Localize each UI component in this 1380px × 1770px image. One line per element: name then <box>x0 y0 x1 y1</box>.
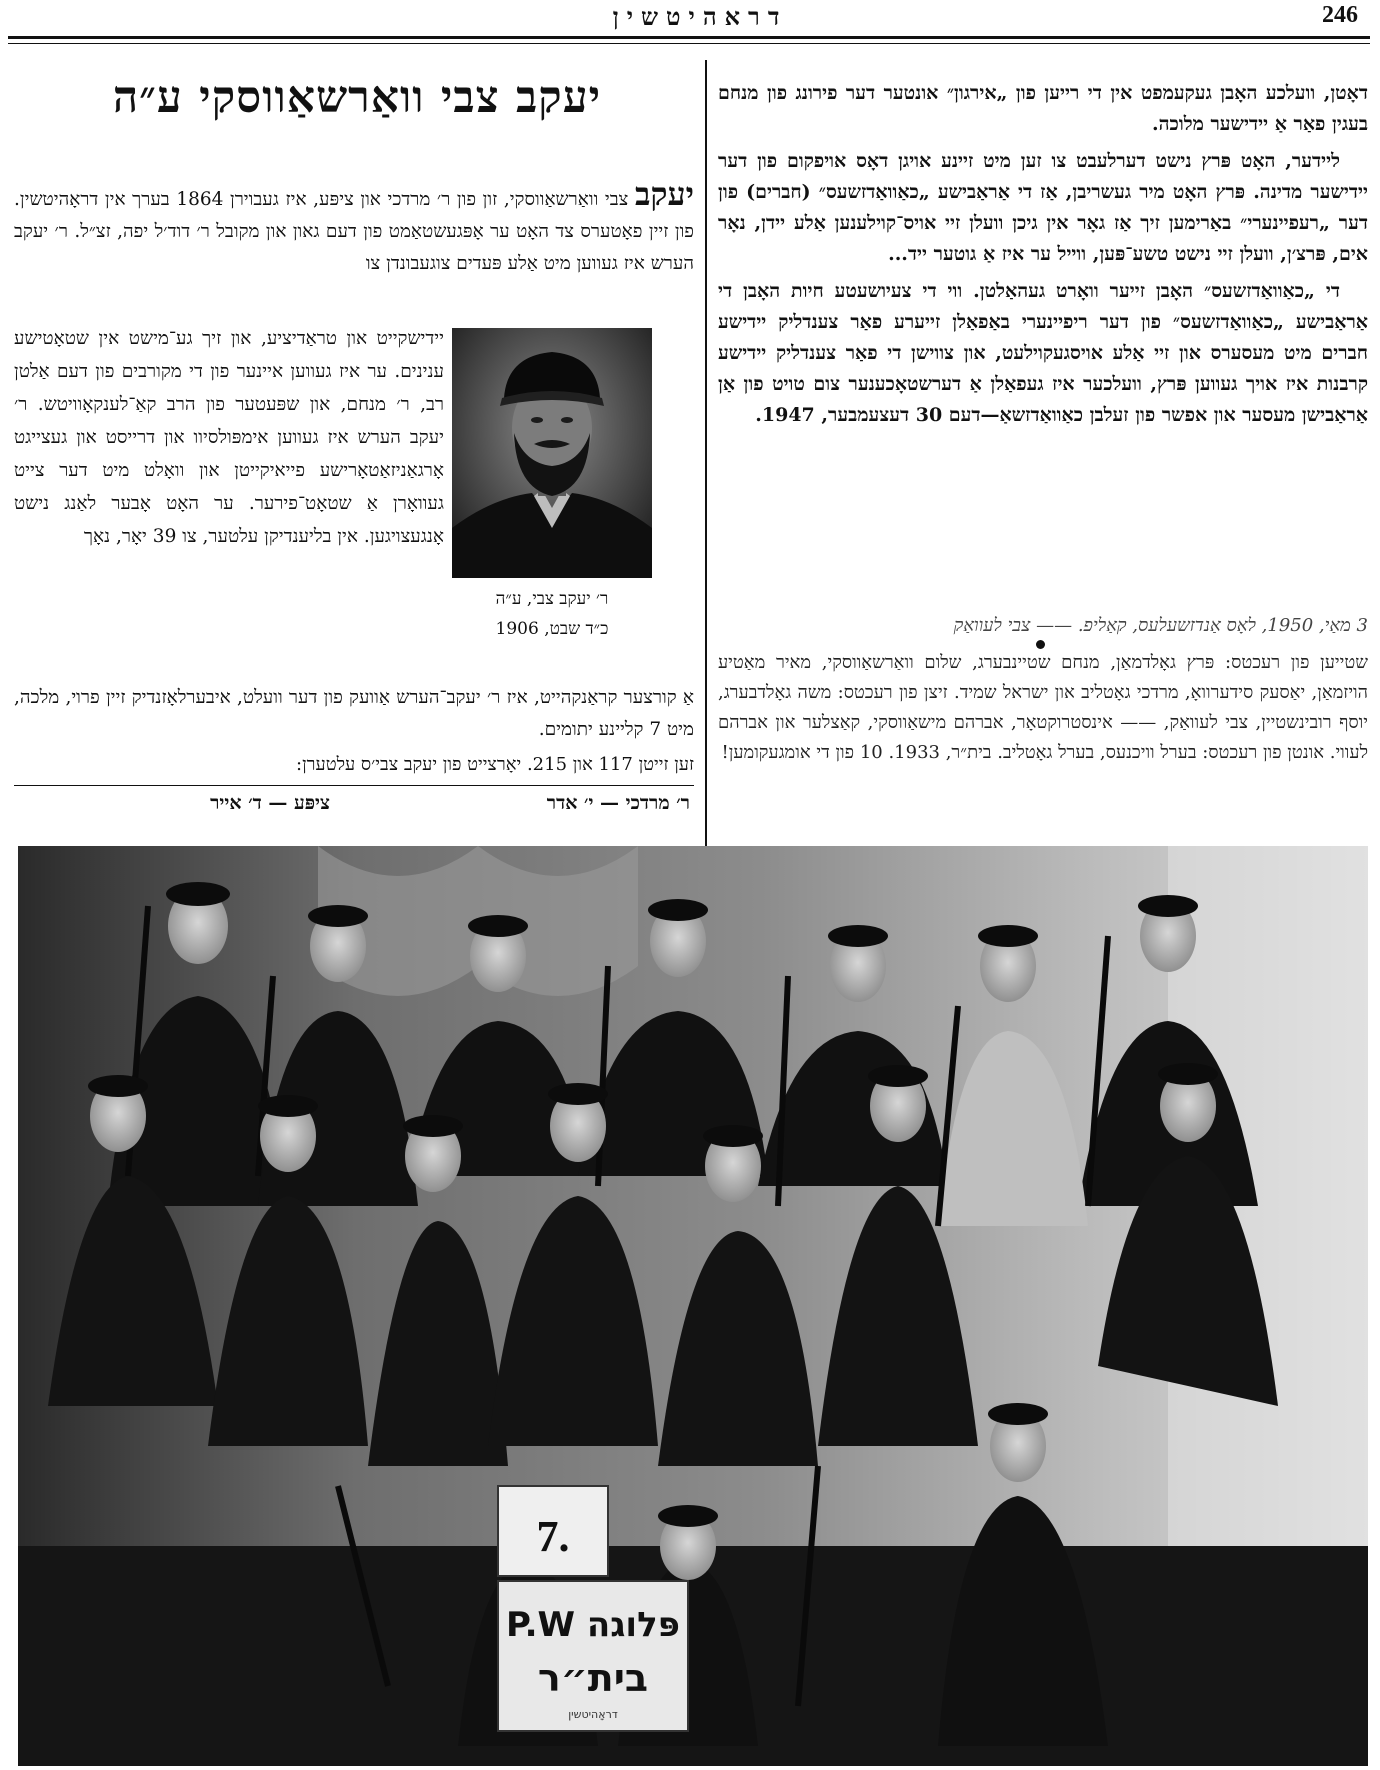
lead-word: יעקב <box>634 175 694 213</box>
biography-top <box>14 175 694 280</box>
portrait-caption-name: ר׳ יעקב צבי, ע״ה <box>495 589 609 609</box>
running-head <box>0 0 1380 50</box>
article-title: יעקב צבי וואַרשאַווסקי ע״ה <box>112 72 602 123</box>
header-rule <box>8 36 1370 39</box>
portrait-caption-date: כ״ד שבט, 1906 <box>495 619 609 639</box>
header-rule-thin <box>8 43 1370 44</box>
paragraph: ליידער, האָט פּרץ נישט דערלעבט צו זען מיט זיינע אויגן דאָס אויפקום פון דער יידישער מדינה. פּרץ האָט מיר געשריבן, אַז די אַראַבישע „כאַוואַדזשעס״ (חברים) פון דער „רעפיינערי״ באַרימען זיך אַז גאָר אין גיכן וועלן זיי אויס־קוילענען אַלע יידן, נאָר אים, פּרצ׳ן, וועלן זיי נישט טשע־פּען, ווייל ער איז אַ גוטער ייד... <box>718 150 1368 265</box>
column-divider <box>705 60 707 850</box>
group-photo-caption: שטייען פון רעכטס: פּרץ גאָלדמאַן, מנחם שטיינבערג, שלום וואַרשאַווסקי, מאיר מאַטיע הויזמאַן, יאַסעק סידערוואָ, מרדכי גאָטליב און ישראל שמיד. זיצן פון רעכטס: משה גאָלדבערג, יוסף רובינשטיין, צבי לעוואַק, —— אינסטרוקטאָר, אברהם מישאַווסקי, קאַצלער און אברהם לעווי. אונטן פון רעכטס: בערל וויכנעס, בערל גאָטליב. בית״ר, 1933. 10 פון די אומגעקומען! <box>718 652 1368 763</box>
sign-line1: פּלוגה P.W <box>505 1605 681 1645</box>
page-number: 246 <box>1322 2 1358 28</box>
father-yahrzeit: ר׳ מרדכי — י׳ אדר <box>546 792 690 814</box>
biography-text: צבי וואַרשאַווסקי, זון פון ר׳ מרדכי און ציפּע, איז געבוירן 1864 בערך אין דראָהיטשין. פון זיין פאָטערס צד האָט ער אָפּגעשטאַמט פון דעם גאון און מקובל ר׳ דוד׳ל יפה, זצ״ל. ר׳ יעקב הערש איז געווען מיט אַלע פּעדים צוגעבונדן צו <box>14 189 694 274</box>
yahrzeit-rule <box>14 785 694 786</box>
author-credit: 3 מאַי, 1950, לאָס אַנדזשעלעס, קאַליפ. —— צבי לעוואַק <box>953 615 1368 636</box>
portrait-photo <box>452 328 652 578</box>
group-photo <box>18 846 1368 1766</box>
yahrzeit-note: זען זייטן 117 און 215. יאָרצייט פון יעקב צבי׳ס עלטערן: <box>296 754 694 775</box>
sign-line2: בית״ר <box>537 1656 649 1700</box>
portrait-caption <box>452 584 652 644</box>
right-column <box>718 78 1368 437</box>
biography-bottom: אַ קורצער קראַנקהייט, איז ר׳ יעקב־הערש אַוועק פון דער וועלט, איבערלאָזנדיק זיין פרוי, מלכה, מיט 7 קליינע יתומים. <box>14 687 694 740</box>
mother-yahrzeit: ציפּע — ד׳ אייר <box>210 792 330 814</box>
biography-wrapped: יידישקייט און טראַדיציע, און זיך גע־מישט אין שטאָטישע ענינים. ער איז געווען איינער פון די מקורבים פון דעם אַלטן רב, ר׳ מנחם, און שפּעטער פון הרב קאַ־לענקאָוויטש. ר׳ יעקב הערש איז געווען אימפּולסיוו און דרייסט און געצייגט אָרגאַניזאַטאָרישע פייאיקייטן און וואָלט מיט דער צייט געוואָרן אַ שטאָט־פירער. ער האָט אָבער לאַנג נישט אָנגעצויגען. אין בליענדיקן עלטער, צו 39 יאָר, נאָך <box>14 328 444 547</box>
paragraph: די „כאַוואַדזשעס״ האָבן זייער וואָרט געהאַלטן. ווי די צעיושעטע חיות האָבן די אַראַבישע „כאַוואַדזשעס״ פון דער ריפיינערי באַפאַלן זייערע פאַר צענדליק יידישע חברים מיט מעסערס און זיי אַלע אויסגעקוילעט, און צווישן די פאַר צענדליק יידישע קרבנות איז אויך געווען פּרץ, וועלכער איז געפאַלן אַ דערשטאָכענער צום טויט פון אַן אַראַבישן מעסער און אפשר פון זעלבן כאַוואַדזשאַ—דעם 30 דעצעמבער, 1947. <box>718 280 1368 426</box>
sign-number: 7. <box>536 1512 570 1561</box>
sign-small: דראָהיטשין <box>568 1708 618 1721</box>
portrait-image <box>452 328 652 578</box>
group-photo-image <box>18 846 1368 1766</box>
running-title: דראהיטשין <box>612 2 788 31</box>
paragraph: דאָטן, וועלכע האָבן געקעמפט אין די רייען פון „אירגון״ אונטער דער פירונג פון מנחם בעגין פאַר אַ יידישער מלוכה. <box>718 82 1368 135</box>
